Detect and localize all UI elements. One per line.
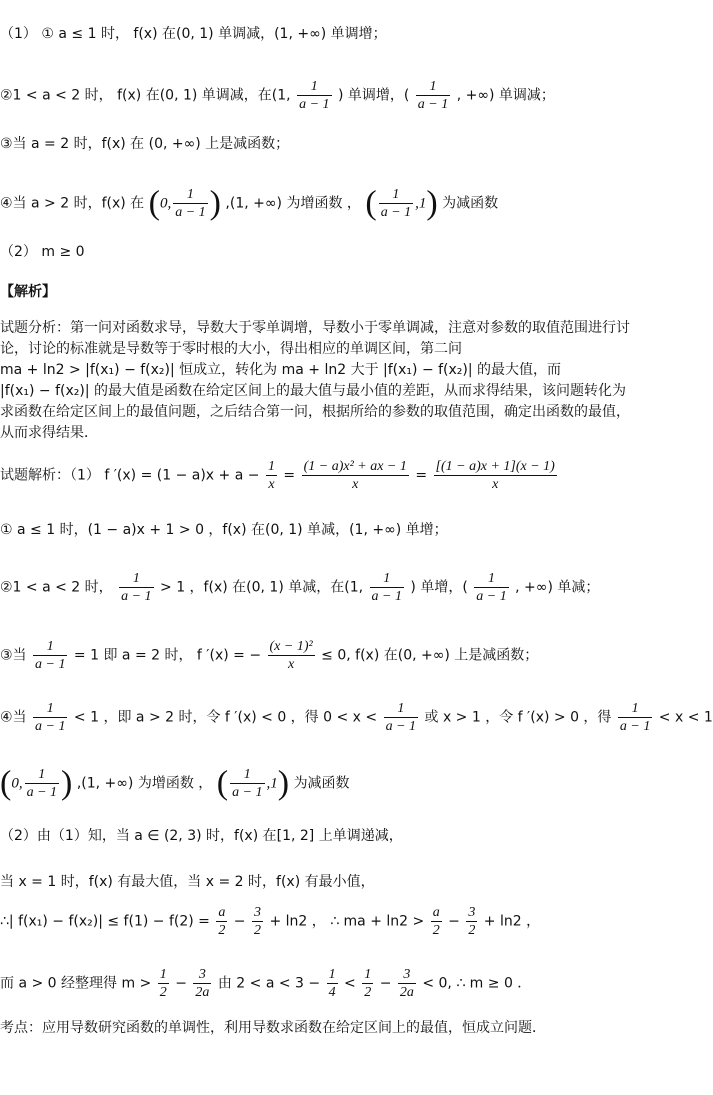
math-text: , +∞) 单减； [515,579,600,596]
fraction-1-over-a-minus-1 [297,78,331,113]
fraction-numerator: 1 [379,186,413,204]
part2-answer-text: （2） m ≥ 0 [0,244,85,260]
fraction-denominator: a − 1 [35,719,66,734]
fraction-numerator: 3 [398,966,416,984]
math-text: = [415,467,428,484]
math-text: 由 2 < a < 3 − [217,975,321,992]
fraction [618,700,652,735]
fraction-numerator: a [432,905,440,920]
analysis-header-text: 【解析】 [0,284,56,300]
math-text: − [175,975,187,992]
part1-case4 [0,186,630,221]
fraction-numerator: 1 [119,570,153,588]
math-text: ②1 < a < 2 时， [0,579,113,596]
fraction-denominator: 2 [218,923,226,938]
fraction-denominator: a − 1 [619,719,651,734]
fraction [25,766,59,801]
part1-case1 [0,24,630,44]
analysis-p3: |f(x₁) − f(x₂)| 的最大值是函数在给定区间上的最大值与最小值的差距，从而求得结果，该问题转化为求函数在给定区间上的最值问题，之后结合第一问，根据所给的参数的取值范围，确定出函数的最值，从而求得结果． [0,383,630,441]
analysis-paragraph [0,318,630,444]
fraction-derivative-2 [302,458,409,493]
math-text: ) 单增，( [410,579,468,596]
fraction [398,966,416,1001]
fraction-1-over-a-minus-1 [416,78,450,113]
fraction-denominator: a − 1 [380,205,412,220]
math-text: 为减函数 [293,775,350,792]
large-parenthesis: ) [209,184,221,222]
fraction-numerator: 1 [33,700,67,718]
fraction-denominator: a − 1 [371,589,402,604]
fraction-denominator: 2 [468,923,476,938]
fraction-1-over-x [266,458,277,493]
math-text: > 1 ，f(x) 在(0, 1) 单减，在(1, [160,579,364,596]
solution-case2 [0,570,630,605]
part1-case1-text: ① a ≤ 1 时， f(x) 在(0, 1) 单调减，(1, +∞) 单调增； [41,26,387,42]
fraction-denominator: a − 1 [35,657,66,672]
fraction-denominator: 2 [432,923,440,938]
math-text: 0, [159,195,172,212]
math-text: （2）由（1）知，当 a ∈ (2, 3) 时，f(x) 在[1, 2] 上单调递减， [0,828,403,844]
solution-part2-line3 [0,904,630,939]
case3-text: ③当 a = 2 时，f(x) 在 (0, +∞) 上是减函数； [0,136,290,152]
math-text: < 0, ∴ m ≥ 0 ． [422,975,532,992]
fraction-numerator: (1 − a)x² + ax − 1 [303,459,407,474]
fraction-numerator: [(1 − a)x + 1](x − 1) [435,459,555,474]
fraction-numerator: 1 [33,638,67,656]
fraction-denominator: a − 1 [232,785,263,800]
math-text: + ln2 ， [483,913,541,930]
math-text: ④当 [0,709,27,726]
fraction-numerator: 1 [173,186,207,204]
math-text: ≤ 0, f(x) 在(0, +∞) 上是减函数； [321,647,539,664]
math-text: 0, [11,775,23,792]
analysis-p2: ma + ln2 > |f(x₁) − f(x₂)| 恒成立，转化为 ma + ln2 大于 |f(x₁) − f(x₂)| 的最大值，而 [0,362,562,378]
fraction [327,966,338,1001]
fraction-numerator: 1 [297,78,331,96]
fraction-denominator: a − 1 [175,205,206,220]
math-text: − [448,913,460,930]
solution-case4-intervals [0,766,630,801]
fraction [33,638,67,673]
fraction-square-over-x [268,638,315,673]
math-text: 或 x > 1 ，令 f ′(x) > 0 ，得 [424,709,612,726]
fraction-numerator: 1 [416,78,450,96]
kaodian-text: 考点：应用导数研究函数的单调性，利用导数求函数在给定区间上的最值，恒成立问题． [0,1020,546,1036]
fraction [384,700,418,735]
fraction-numerator: 1 [474,570,508,588]
fraction-denominator: 2 [159,985,167,1000]
math-text: − [233,913,246,930]
case4-text-b: ,(1, +∞) 为增函数 ， [225,195,361,212]
math-text: < x < 1 [658,709,713,726]
solution-part2-line2 [0,872,630,892]
math-text: ,(1, +∞) 为增函数 ， [76,775,213,792]
fraction-denominator: 2 [364,985,372,1000]
case4-text-a: ④当 a > 2 时，f(x) 在 [0,195,145,212]
math-text: ,1 [415,195,427,212]
part1-case2 [0,78,630,113]
fraction-denominator: 2a [195,985,210,1000]
case2-text-b: ) 单调增，( [337,87,410,104]
fraction-numerator: 1 [618,700,652,718]
fraction-denominator: a − 1 [385,719,417,734]
math-text: ,1 [266,775,278,792]
fraction-numerator: 3 [468,905,476,920]
fraction-denominator: a − 1 [26,785,58,800]
fraction-denominator: x [288,657,295,672]
kaodian [0,1018,630,1038]
fraction-derivative-3 [434,458,557,493]
fraction-numerator: 1 [384,700,418,718]
fraction-numerator: 1 [267,459,275,474]
fraction-numerator: 1 [230,766,264,784]
analysis-header [0,282,630,302]
fraction-numerator: (x − 1)² [269,639,313,654]
fraction-numerator: 1 [159,967,167,982]
fraction [216,904,227,939]
math-text: < 1 ，即 a > 2 时，令 f ′(x) < 0 ，得 0 < x < [73,709,378,726]
fraction-numerator: 1 [328,967,336,982]
large-parenthesis: ) [61,764,73,802]
fraction-1-over-a-minus-1 [379,186,413,221]
fraction-1-over-a-minus-1 [173,186,207,221]
solution-derivative [0,458,630,493]
fraction [230,766,264,801]
fraction-denominator: a − 1 [476,589,507,604]
fraction-numerator: a [218,905,226,920]
math-text: − [379,975,392,992]
fraction [252,904,263,939]
large-parenthesis: ( [365,184,377,222]
fraction [119,570,153,605]
fraction [431,904,442,939]
math-text: < [344,975,356,992]
fraction-denominator: a − 1 [121,589,152,604]
case4-text-c: 为减函数 [442,195,499,212]
fraction [33,700,67,735]
fraction-denominator: 4 [328,985,336,1000]
large-parenthesis: ) [426,184,438,222]
fraction-denominator: 2 [253,923,261,938]
fraction-numerator: 3 [253,905,261,920]
case2-text-c: , +∞) 单调减； [456,87,555,104]
solution-case4 [0,700,713,735]
fraction [193,966,211,1001]
large-parenthesis: ( [148,184,160,222]
fraction [362,966,373,1001]
large-parenthesis: ( [216,764,229,802]
fraction-numerator: 1 [364,967,372,982]
large-parenthesis: ( [0,764,12,802]
fraction-denominator: a − 1 [299,97,330,112]
fraction-numerator: 1 [370,570,404,588]
analysis-p1: 试题分析：第一问对函数求导，导数大于零单调增，导数小于零单调减，注意对参数的取值范围进行讨论，讨论的标准就是导数等于零时根的大小，得出相应的单调区间，第二问 [0,320,630,357]
fraction [370,570,404,605]
fraction-denominator: 2a [399,985,414,1000]
math-text: = 1 即 a = 2 时， f ′(x) = − [73,647,262,664]
fraction-denominator: a − 1 [417,97,449,112]
part2-answer [0,242,630,262]
solution-part2-line1 [0,826,630,846]
solution-case1-text: ① a ≤ 1 时，(1 − a)x + 1 > 0 ，f(x) 在(0, 1) 单减，(1, +∞) 单增； [0,522,448,538]
solution-case1 [0,520,630,540]
case2-text-a: ②1 < a < 2 时， f(x) 在(0, 1) 单调减，在(1, [0,87,291,104]
math-text: ∴| f(x₁) − f(x₂)| ≤ f(1) − f(2) = [0,913,210,930]
solution-case3 [0,638,630,673]
fraction-denominator: x [492,477,499,492]
part1-label: （1） [0,26,37,42]
math-text: 当 x = 1 时，f(x) 有最大值，当 x = 2 时，f(x) 有最小值， [0,874,375,890]
math-text: 而 a > 0 经整理得 m > [0,975,152,992]
fraction [474,570,508,605]
part1-case3 [0,134,630,154]
large-parenthesis: ) [277,764,290,802]
fraction-numerator: 1 [25,766,59,784]
fraction-denominator: x [268,477,275,492]
derivative-intro: 试题解析：（1） f ′(x) = (1 − a)x + a − [0,467,260,484]
fraction-numerator: 3 [193,966,211,984]
fraction [466,904,477,939]
math-text: ③当 [0,647,27,664]
math-text: + ln2 ， ∴ ma + ln2 > [269,913,425,930]
math-text: = [283,467,296,484]
solution-part2-line4 [0,966,630,1001]
fraction-denominator: x [352,477,359,492]
fraction [158,966,169,1001]
